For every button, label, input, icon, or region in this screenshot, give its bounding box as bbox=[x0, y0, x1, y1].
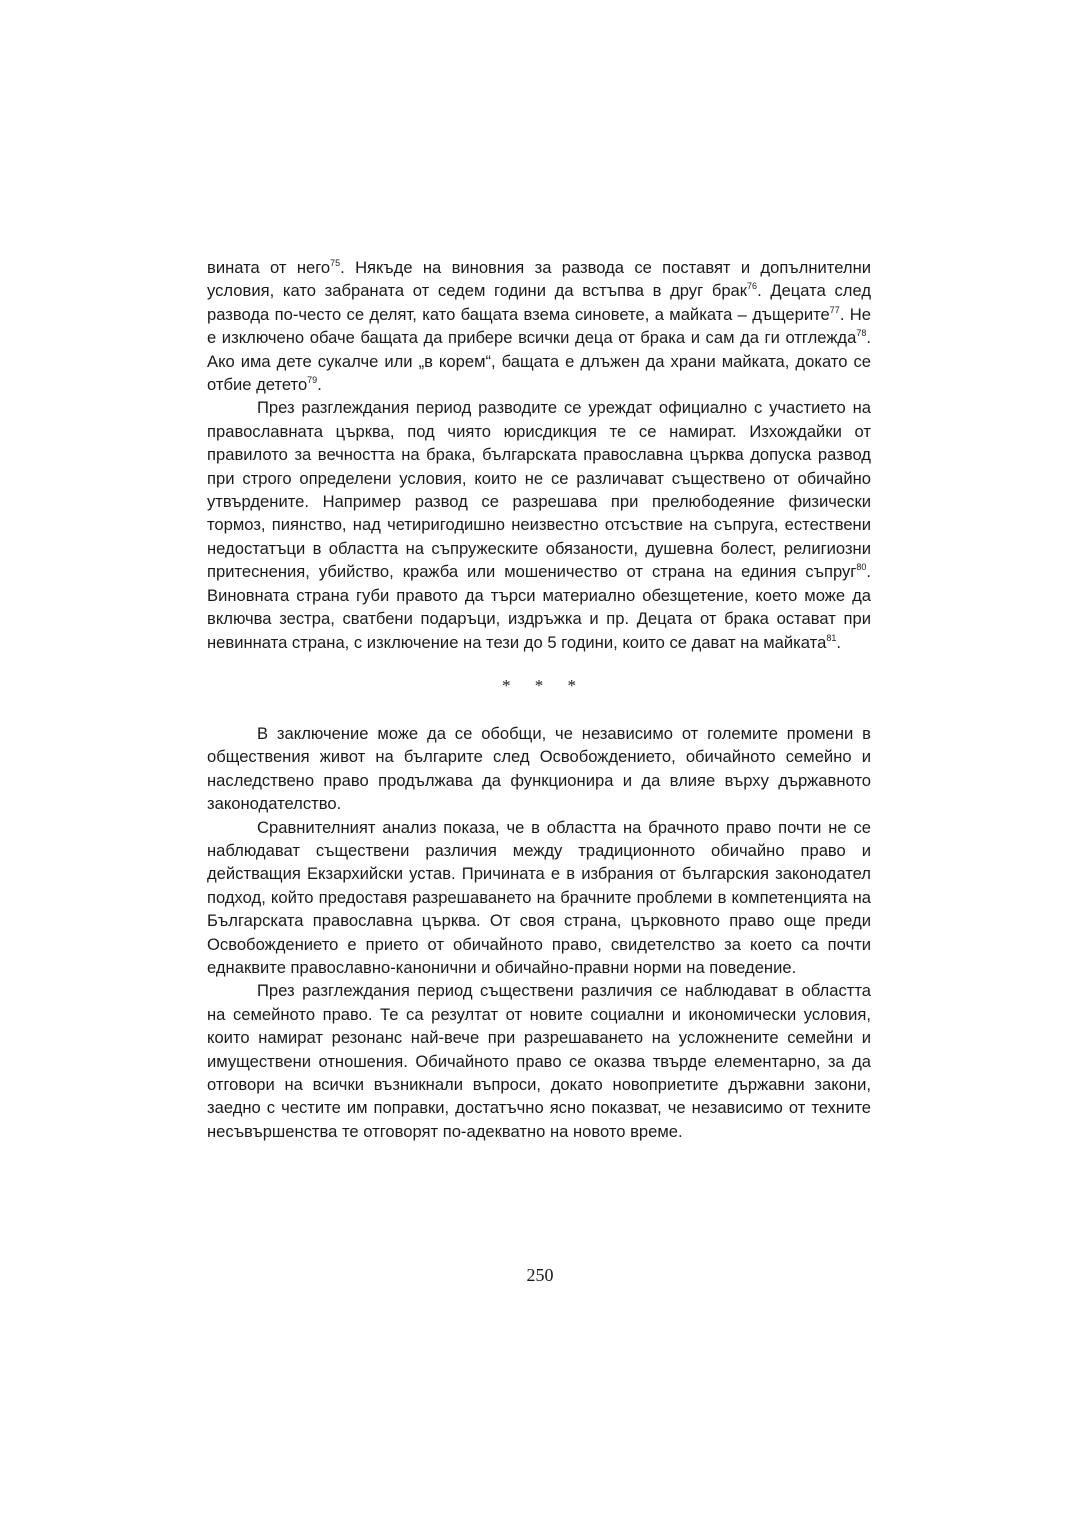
page-number: 250 bbox=[526, 1265, 554, 1285]
footnote-ref: 80 bbox=[856, 562, 867, 573]
paragraph-text: В заключение може да се обобщи, че независимо от големите промени в обществения живот на българите след Освобождението, обичайното семейно и наследствено право продължава да функционира и да влияе върху държавното законодателство. bbox=[207, 723, 871, 814]
paragraph-text: През разглеждания период съществени различия се наблюдават в областта на семейното право. Те са резултат от новите социални и икономически условия, които намират резонанс най-вече при разрешаването на усложнените семейни и имуществени отношения. Обичайното право се оказва твърде елементарно, за да отговори на всички възникнали въпроси, докато новоприетите държавни закони, заедно с честите им поправки, достатъчно ясно показват, че независимо от техните несъвършенства те отговорят по-адекватно на новото време. bbox=[207, 981, 871, 1141]
footnote-ref: 79 bbox=[307, 375, 318, 386]
paragraph-text: . Децата след развода по-често се делят, като бащата взема синовете, а майката – дъщерите bbox=[207, 281, 871, 324]
paragraph-4 bbox=[207, 816, 871, 980]
page-body bbox=[207, 256, 871, 1143]
footnote-ref: 81 bbox=[826, 632, 837, 643]
footnote-ref: 77 bbox=[829, 304, 840, 315]
paragraph-text: През разглеждания период разводите се уреждат официално с участието на православната църква, под чиято юрисдикция те се намират. Изхождайки от правилото за вечността на брака, българската православна църква допуска развод при строго определени условия, които не се различават съществено от обичайно утвърдените. Например развод се разрешава при прелюбодеяние физически тормоз, пиянство, над четиригодишно неизвестно отсъствие на съпруга, естествени недостатъци в областта на съпружеските обязаности, душевна болест, религиозни притеснения, убийство, кражба или мошеничество от страна на единия съпруг bbox=[207, 398, 871, 582]
paragraph-text: . Ако има дете сукалче или „в корем“, бащата е длъжен да храни майката, докато се отбие детето bbox=[207, 328, 871, 395]
footnote-ref: 76 bbox=[747, 281, 758, 292]
paragraph-1 bbox=[207, 256, 871, 396]
paragraph-text: . bbox=[317, 375, 322, 395]
paragraph-text: Сравнителният анализ показа, че в областта на брачното право почти не се наблюдават съществени различия между традиционното обичайно право и действащия Екзархийски устав. Причината е в избрания от българския законодател подход, който предоставя разрешаването на брачните проблеми в компетенцията на Българската православна църква. От своя страна, църковното право още преди Освобождението е прието от обичайното право, свидетелство за което са почти еднаквите православно-канонични и обичайно-правни норми на поведение. bbox=[207, 817, 871, 977]
paragraph-text: . Виновната страна губи правото да търси материално обезщетение, което може да включва зестра, сватбени подаръци, издръжка и пр. Децата от брака остават при невинната страна, с изключение на тези до 5 години, които се дават на майката bbox=[207, 562, 871, 652]
paragraph-2 bbox=[207, 396, 871, 653]
paragraph-5 bbox=[207, 979, 871, 1143]
paragraph-text: . bbox=[836, 632, 841, 652]
paragraph-text: . Някъде на виновния за развода се поставят и допълнителни условия, като забраната от седем години да встъпва в друг брак bbox=[207, 258, 871, 301]
paragraph-text: . Не е изключено обаче бащата да прибере всички деца от брака и сам да ги отглежда bbox=[207, 304, 871, 348]
footnote-ref: 78 bbox=[856, 328, 867, 339]
paragraph-text: вината от него bbox=[207, 258, 331, 277]
footnote-ref: 75 bbox=[330, 258, 341, 268]
section-separator: * * * bbox=[502, 675, 586, 695]
paragraph-3 bbox=[207, 722, 871, 816]
